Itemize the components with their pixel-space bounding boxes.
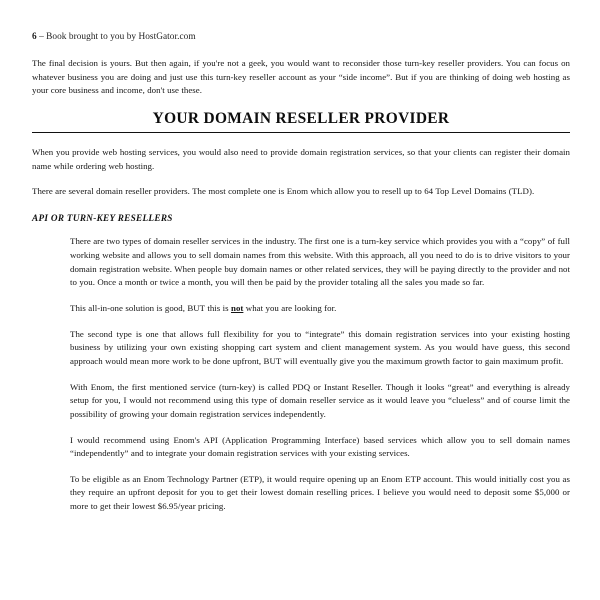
subsection-body — [70, 235, 570, 514]
subsection-paragraph-2: The second type is one that allows full flexibility for you to “integrate” this domain registration services into your existing hosting business by utilizing your own existing shopping cart system and client management system. As you would have guess, this second approach would mean more work to be done upfront, BUT will eventually give you the maximum growth factor to gain maximum profit. — [70, 328, 570, 366]
subsection-paragraph-1: There are two types of domain reseller services in the industry. The first one is a turn-key service which provides you with a “copy” of full working website and allows you to sell domain names from this website. With this approach, all you need to do is to drive visitors to your domain registration website. When people buy domain names or other related services, they will be paying directly to the provider and not to you. Once a month or twice a month, you will then be paid by the provider totaling all the sales you made so far. — [70, 236, 570, 288]
subsection-heading: API OR TURN-KEY RESELLERS — [32, 213, 173, 224]
section-paragraph-2: There are several domain reseller providers. The most complete one is Enom which allow you to resell up to 64 Top Level Domains (TLD). — [32, 185, 535, 196]
intro-paragraph: The final decision is yours. But then again, if you're not a geek, you would want to reconsider those turn-key reseller providers. You can focus on whatever business you are doing and just use this turn-key reseller account as your “side income”. But if you are thinking of doing web hosting as your core business and income, don't use these. — [32, 58, 570, 96]
subsection-paragraph-3: With Enom, the first mentioned service (turn-key) is called PDQ or Instant Reseller. Though it looks “great” and everything is already setup for you, I would not recommend using this type of domain reseller service as it would leave you “clueless” and of course limit the possibility of growing your domain registration services independently. — [70, 381, 570, 419]
header-attribution: Book brought to you by HostGator.com — [46, 32, 196, 42]
subsection-paragraph-4: I would recommend using Enom's API (Application Programming Interface) based services which allow you to sell domain names “independently” and to integrate your domain registration services with your existing services. — [70, 434, 570, 459]
emphasis-word-not: not — [230, 302, 244, 313]
page-number: 6 — [32, 32, 37, 42]
section-heading: YOUR DOMAIN RESELLER PROVIDER — [152, 110, 450, 128]
subsection-emphasis-paragraph — [70, 302, 570, 316]
section-heading-container — [32, 110, 570, 133]
emphasis-text-after: what you are looking for. — [243, 302, 337, 313]
header-separator: – — [36, 32, 47, 42]
running-header — [32, 32, 570, 43]
subsection-paragraph-5: To be eligible as an Enom Technology Partner (ETP), it would require opening up an Enom ETP account. This would initially cost you as they require an upfront deposit for you to get their lowest domain reselling prices. I believe you would need to deposit some $5,000 or more to get their lowest $6.95/year pricing. — [70, 473, 570, 512]
section-paragraph-1: When you provide web hosting services, you would also need to provide domain registration services, so that your clients can register their domain name while ordering web hosting. — [32, 147, 570, 171]
emphasis-text-before: This all-in-one solution is good, BUT this is — [70, 302, 231, 313]
